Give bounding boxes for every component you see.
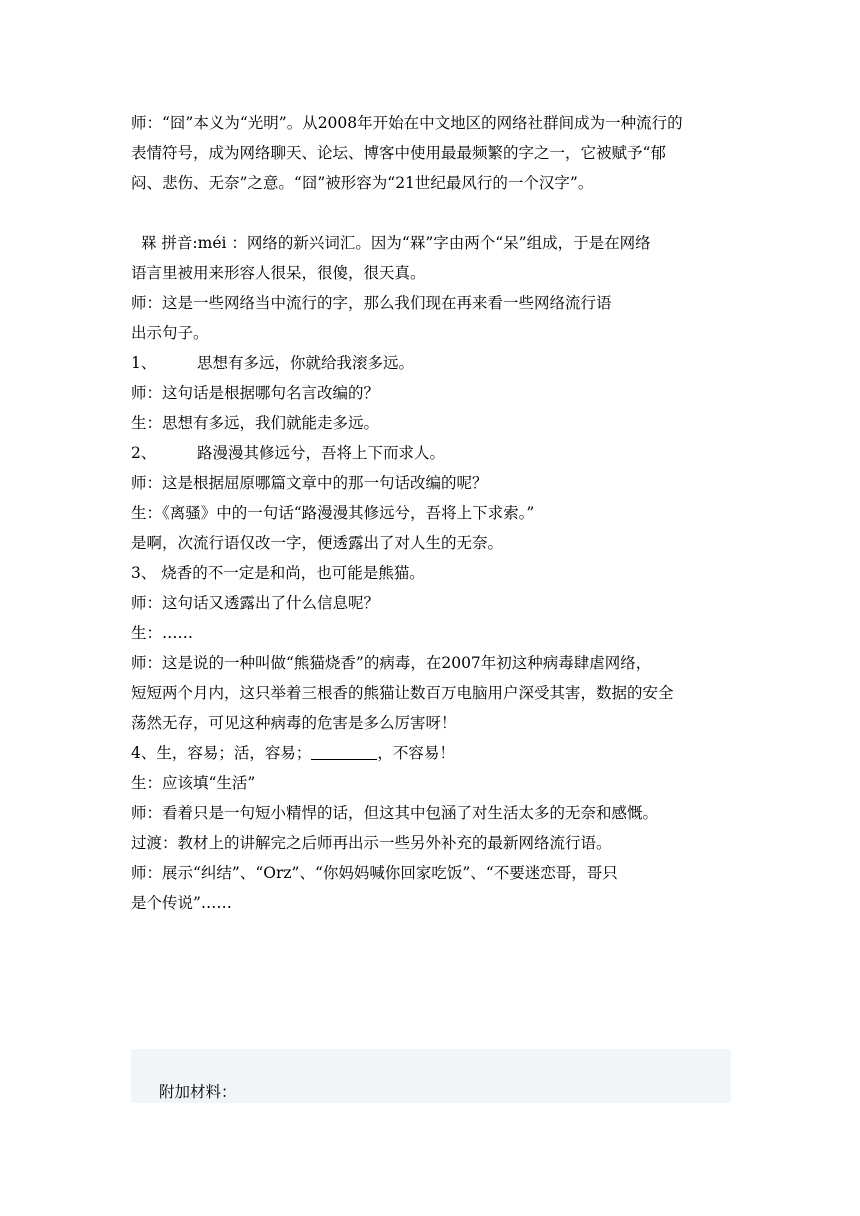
- sentence-3: 3、 烧香的不一定是和尚，也可能是熊猫。: [131, 564, 425, 582]
- teacher-intro: 师：这是一些网络当中流行的字，那么我们现在再来看一些网络流行语: [131, 294, 612, 312]
- sentence-3-answer: 生：……: [131, 624, 194, 642]
- sentence-3-teacher-line-2: 短短两个月内，这只举着三根香的熊猫让数百万电脑用户深受其害，数据的安全: [131, 684, 674, 702]
- sentence-3-teacher-line-1: 师：这是说的一种叫做“熊猫烧香”的病毒，在2007年初这种病毒肆虐网络，: [131, 654, 652, 672]
- sentence-3-teacher-line-3: 荡然无存，可见这种病毒的危害是多么厉害呀！: [131, 714, 457, 732]
- sentence-4-teacher: 师：看着只是一句短小精悍的话，但这其中包涵了对生活太多的无奈和感慨。: [131, 804, 659, 822]
- mei-paragraph-line-1: 槑 拼音:méi ：网络的新兴词汇。因为“槑”字由两个“呆”组成，于是在网络: [141, 234, 651, 252]
- sentence-1-answer: 生：思想有多远，我们就能走多远。: [131, 414, 380, 432]
- mei-paragraph-line-2: 语言里被用来形容人很呆，很傻，很天真。: [131, 264, 426, 282]
- sentence-2-note: 是啊，次流行语仅改一字，便透露出了对人生的无奈。: [131, 534, 504, 552]
- sentence-1-number: 1、: [131, 354, 157, 372]
- sentence-3-question: 师：这句话又透露出了什么信息呢？: [131, 594, 380, 612]
- show-sentences: 出示句子。: [131, 324, 209, 342]
- fill-in-blank: [311, 741, 377, 760]
- sentence-2-text: 路漫漫其修远兮，吾将上下而求人。: [197, 444, 446, 462]
- attachment-box: [131, 1049, 731, 1103]
- jiong-paragraph-line-3: 闷、悲伤、无奈”之意。“囧”被形容为“21世纪最风行的一个汉字”。: [131, 174, 594, 192]
- sentence-4-answer: 生：应该填“生活”: [131, 774, 256, 792]
- sentence-2: [131, 438, 731, 468]
- paragraph-gap: [131, 198, 731, 228]
- sentence-4-after: ，不容易！: [377, 744, 455, 762]
- sentence-1-text: 思想有多远，你就给我滚多远。: [197, 354, 415, 372]
- transition-line: 过渡：教材上的讲解完之后师再出示一些另外补充的最新网络流行语。: [131, 834, 612, 852]
- sentence-2-number: 2、: [131, 444, 157, 462]
- sentence-2-question: 师：这是根据屈原哪篇文章中的那一句话改编的呢？: [131, 474, 488, 492]
- show-line-2: 是个传说”……: [131, 894, 232, 912]
- attachment-label: 附加材料：: [159, 1083, 237, 1101]
- sentence-2-answer: 生：《离骚》中的一句话“路漫漫其修远兮，吾将上下求索。”: [131, 504, 535, 522]
- sentence-4: [131, 738, 731, 768]
- sentence-4-before: 4、生，容易；活，容易；: [131, 744, 312, 762]
- jiong-paragraph-line-1: 师：“囧”本义为“光明”。从2008年开始在中文地区的网络社群间成为一种流行的: [131, 114, 683, 132]
- sentence-1-question: 师：这句话是根据哪句名言改编的？: [131, 384, 380, 402]
- jiong-paragraph-line-2: 表情符号，成为网络聊天、论坛、博客中使用最最频繁的字之一，它被赋予“郁: [131, 144, 666, 162]
- sentence-1: [131, 348, 731, 378]
- show-line-1: 师：展示“纠结”、“Orz”、“你妈妈喊你回家吃饭”、“不要迷恋哥，哥只: [131, 864, 618, 882]
- lesson-text: [131, 108, 731, 918]
